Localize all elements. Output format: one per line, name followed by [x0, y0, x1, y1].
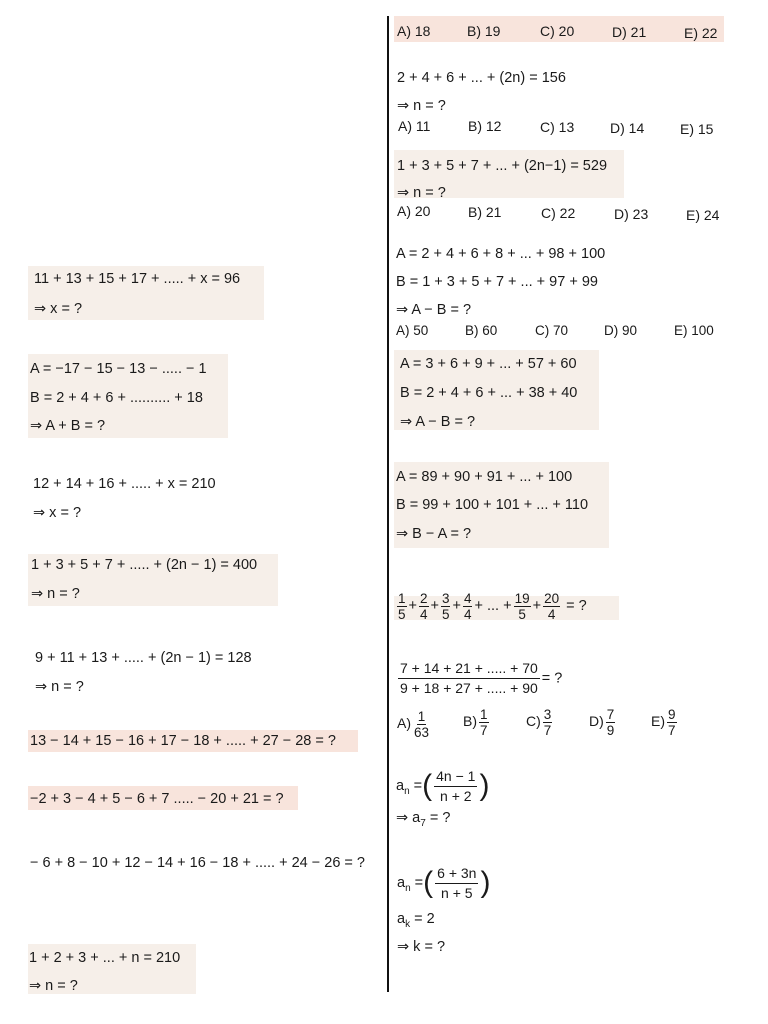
answer-option: D) $\frac{7}{9}$	[589, 706, 615, 738]
problem-2-line-3: ⇒ A + B = ?	[30, 418, 106, 434]
question-3-line-2: ⇒ n = ?	[397, 185, 446, 201]
answer-option: B) 19	[467, 23, 501, 39]
answer-option: A) 11	[398, 118, 431, 134]
answer-option: D) 90	[604, 323, 638, 338]
problem-1-line-2: ⇒ x = ?	[34, 301, 83, 317]
answer-option: A) 18	[397, 23, 431, 39]
problem-2-line-1: A = −17 − 15 − 13 − ..... − 1	[30, 361, 207, 377]
question-3-line-1: 1 + 3 + 5 + 7 + ... + (2n−1) = 529	[397, 158, 608, 174]
fraction: $\frac{3}{5}$	[441, 590, 450, 622]
answer-option: B) $\frac{1}{7}$	[463, 706, 488, 738]
problem-3-line-1: 12 + 14 + 16 + ..... + x = 210	[33, 476, 216, 492]
question-2-line-1: 2 + 4 + 6 + ... + (2n) = 156	[397, 70, 566, 86]
problem-3-line-2: ⇒ x = ?	[33, 505, 82, 521]
answer-option: A) 50	[396, 323, 429, 338]
problem-2-line-2: B = 2 + 4 + 6 + .......... + 18	[30, 390, 203, 406]
answer-option: B) 21	[468, 204, 502, 220]
left-paren: (	[423, 866, 434, 900]
question-10-line-2: $a_k = 2$	[397, 911, 435, 930]
question-6-line-2: B = 99 + 100 + 101 + ... + 110	[396, 497, 589, 513]
question-7-fraction-sum: $\frac{1}{5}$ + $\frac{2}{4}$ + $\frac{3}{5}$ + $\frac{4}{4}$ + ... + $\frac{19}{5}$ + $\frac{20}{4}$ = ?	[398, 590, 587, 622]
problem-4-line-1: 1 + 3 + 5 + 7 + ..... + (2n − 1) = 400	[31, 557, 258, 573]
fraction: $\frac{6 + 3n}{n + 5}$	[437, 864, 477, 901]
question-6-line-1: A = 89 + 90 + 91 + ... + 100	[396, 469, 573, 485]
problem-9-line-1: 1 + 2 + 3 + ... + n = 210	[29, 950, 181, 966]
answer-option: A) 20	[397, 203, 431, 219]
question-5-line-3: ⇒ A − B = ?	[400, 414, 476, 430]
answer-option: A) $\frac{1}{63}$	[397, 708, 430, 740]
answer-option: C) 20	[540, 23, 575, 39]
answer-option: D) 14	[610, 120, 645, 136]
problem-4-line-2: ⇒ n = ?	[31, 586, 80, 602]
fraction: $\frac{4}{4}$	[463, 590, 472, 622]
problem-9-line-2: ⇒ n = ?	[29, 978, 78, 994]
question-4-line-2: B = 1 + 3 + 5 + 7 + ... + 97 + 99	[396, 274, 598, 290]
column-divider	[387, 16, 389, 992]
answer-option: C) 70	[535, 323, 569, 338]
answer-option: C) 13	[540, 119, 575, 135]
answer-option: E) 15	[680, 121, 714, 137]
fraction: $\frac{4n - 1}{n + 2}$	[436, 767, 476, 804]
question-2-line-2: ⇒ n = ?	[397, 98, 446, 114]
answer-option: E) 24	[686, 207, 720, 223]
answer-option: E) 22	[684, 25, 718, 41]
question-6-line-3: ⇒ B − A = ?	[396, 526, 472, 542]
question-10-line-3: ⇒ k = ?	[397, 939, 446, 955]
fraction: $\frac{2}{4}$	[419, 590, 428, 622]
answer-option: D) 23	[614, 206, 649, 222]
question-8-ratio: $\frac{7 + 14 + 21 + ..... + 70}{9 + 18 + 27 + ..... + 90}$ = ?	[400, 660, 563, 696]
problem-1-line-1: 11 + 13 + 15 + 17 + ..... + x = 96	[34, 271, 241, 287]
left-paren: (	[422, 769, 433, 803]
problem-5-line-1: 9 + 11 + 13 + ..... + (2n − 1) = 128	[35, 650, 252, 666]
right-paren: )	[480, 866, 491, 900]
question-4-line-1: A = 2 + 4 + 6 + 8 + ... + 98 + 100	[396, 246, 606, 262]
problem-8-line-1: − 6 + 8 − 10 + 12 − 14 + 16 − 18 + ..... + 24 − 26 = ?	[30, 855, 365, 871]
right-paren: )	[479, 769, 490, 803]
answer-option: C) 22	[541, 205, 576, 221]
answer-option: E) $\frac{9}{7}$	[651, 706, 676, 738]
question-5-line-2: B = 2 + 4 + 6 + ... + 38 + 40	[400, 385, 578, 401]
fraction: $\frac{7 + 14 + 21 + ..... + 70}{9 + 18 + 27 + ..... + 90}$	[400, 660, 538, 696]
problem-6-line-1: 13 − 14 + 15 − 16 + 17 − 18 + ..... + 27 − 28 = ?	[30, 733, 336, 749]
fraction: $\frac{20}{4}$	[544, 590, 560, 622]
fraction: $\frac{1}{5}$	[398, 590, 406, 622]
question-9-sequence: $a_n$ =( $\frac{4n - 1}{n + 2}$ )	[396, 767, 490, 804]
problem-5-line-2: ⇒ n = ?	[35, 679, 84, 695]
question-10-sequence: $a_n$ =( $\frac{6 + 3n}{n + 5}$ )	[397, 864, 491, 901]
answer-option: B) 60	[465, 323, 498, 338]
answer-option: D) 21	[612, 24, 647, 40]
question-9-line-2: ⇒ $a_7$ = ?	[396, 810, 451, 829]
answer-option: B) 12	[468, 118, 502, 134]
question-5-line-1: A = 3 + 6 + 9 + ... + 57 + 60	[400, 356, 577, 372]
question-4-line-3: ⇒ A − B = ?	[396, 302, 472, 318]
problem-7-line-1: −2 + 3 − 4 + 5 − 6 + 7 ..... − 20 + 21 = ?	[30, 791, 284, 807]
answer-option: E) 100	[674, 323, 714, 338]
fraction: $\frac{19}{5}$	[514, 590, 530, 622]
answer-option: C) $\frac{3}{7}$	[526, 706, 552, 738]
